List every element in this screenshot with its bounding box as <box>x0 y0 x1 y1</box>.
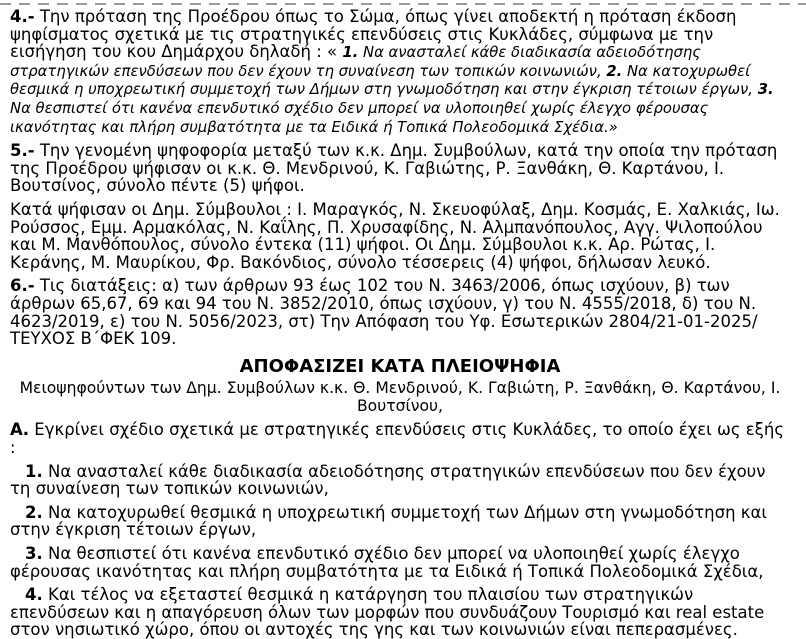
section-a-item-4 <box>10 586 790 639</box>
paragraph-5-number: 5.- <box>10 141 35 161</box>
section-a-item-4-text: Και τέλος να εξεταστεί θεσμικά η κατάργηση του πλαισίου των στρατηγικών επενδύσεων και η απαγόρευση όλων των μορφών που συνδυάζουν Τουρισμό και real estate στον νησιωτικό χώρο, όπου οι αντοχές της γης και των κοινωνιών είναι πεπερασμένες. <box>10 585 765 639</box>
section-a-item-1-number: 1. <box>25 461 43 481</box>
section-a-item-1 <box>10 463 790 498</box>
paragraph-5-text: Την γενομένη ψηφοφορία μεταξύ των κ.κ. Δημ. Συμβούλων, κατά την οποία την πρόταση της Προέδρου ψήφισαν οι κ.κ. Θ. Μενδρινού, Κ. Γαβιώτης, Ρ. Ξανθάκη, Θ. Καρτάνου, Ι. Βουτσίνος, σύνολο πέντε (5) ψήφοι. <box>10 141 778 196</box>
paragraph-4 <box>10 8 790 136</box>
page-break-dashed-line <box>0 3 806 5</box>
section-a-item-3 <box>10 545 790 580</box>
quote-item-1-text: Να ανασταλεί κάθε διαδικασία αδειοδότησης στρατηγικών επενδύσεων που δεν έχουν τη συναίνεση των τοπικών κοινωνιών, <box>10 44 701 80</box>
quote-item-2-number: 2. <box>606 62 623 80</box>
section-a-item-3-number: 3. <box>25 544 43 564</box>
paragraph-5 <box>10 142 790 195</box>
section-a-item-3-text: Να θεσπιστεί ότι κανένα επενδυτικό σχέδιο δεν μπορεί να υλοποιηθεί χωρίς έλεγχο φέρουσας ικανότητας και πλήρη συμβατότητα με τα Ειδικά ή Τοπικά Πολεοδομικά Σχέδια, <box>10 544 764 581</box>
section-a-item-2-number: 2. <box>25 502 43 522</box>
paragraph-6 <box>10 277 790 347</box>
section-a-item-2 <box>10 504 790 539</box>
section-a-intro <box>10 421 790 456</box>
paragraph-against-votes <box>10 201 790 271</box>
quote-item-3-text: Να θεσπιστεί ότι κανένα επενδυτικό σχέδιο δεν μπορεί να υλοποιηθεί χωρίς έλεγχο φέρουσας ικανότητας και πλήρη συμβατότητα με τα Ειδικά ή Τοπικά Πολεοδομικά Σχέδια.» <box>10 99 709 136</box>
section-a-item-2-text: Να κατοχυρωθεί θεσμικά η υποχρεωτική συμμετοχή των Δήμων στη γνωμοδότηση και στην έγκριση τέτοιων έργων, <box>10 502 767 540</box>
paragraph-4-lead-text: Την πρόταση της Προέδρου όπως το Σώμα, όπως γίνει αποδεκτή η πρόταση έκδοση ψηφίσματος σχετικά με τις στρατηγικές επενδύσεις στις Κυκλάδες, σύμφωνα με την εισήγηση του κου Δημάρχου δηλαδή : « <box>10 7 737 62</box>
decision-heading: ΑΠΟΦΑΣΙΖΕΙ ΚΑΤΑ ΠΛΕΙΟΨΗΦΙΑ <box>239 355 561 377</box>
paragraph-4-number: 4.- <box>10 7 35 26</box>
section-a-item-4-number: 4. <box>25 585 43 605</box>
quote-item-1-number: 1. <box>342 44 359 62</box>
quote-item-3-number: 3. <box>757 81 774 99</box>
section-a-intro-text: Εγκρίνει σχέδιο σχετικά με στρατηγικές επενδύσεις στις Κυκλάδες, το οποίο έχει ως εξής : <box>10 420 785 458</box>
paragraph-6-number: 6.- <box>10 276 35 296</box>
paragraph-against-votes-text: Κατά ψήφισαν οι Δημ. Σύμβουλοι : Ι. Μαραγκός, Ν. Σκευοφύλαξ, Δημ. Κοσμάς, Ε. Χαλκιάς, Ιω. Ρούσσος, Εμμ. Αρμακόλας, Ν. Καΐλης, Π. Χρυσαφίδης, Ν. Αλμπανόπουλος, Αγγ. Ψιλοπούλου και Μ. Μανθόπουλος, σύνολο έντεκα (11) ψήφοι. Οι Δημ. Σύμβουλοι κ.κ. Αρ. Ρώτας, Ι. Κεράνης, Μ. Μαυρίκου, Φρ. Βακόνδιος, σύνολο τέσσερεις (4) ψήφοι, δήλωσαν λευκό. <box>10 199 780 272</box>
section-a-number: Α. <box>10 420 30 440</box>
minority-note: Μειοψηφούντων των Δημ. Συμβούλων κ.κ. Θ. Μενδρινού, Κ. Γαβιώτη, Ρ. Ξανθάκη, Θ. Καρτάνου, Ι. Βουτσίνου, <box>19 379 781 415</box>
quote-item-2-text: Να κατοχυρωθεί θεσμικά η υποχρεωτική συμμετοχή των Δήμων στη γνωμοδότηση και στην έγκριση τέτοιων έργων, <box>10 62 758 99</box>
paragraph-6-text: Τις διατάξεις: α) των άρθρων 93 έως 102 του Ν. 3463/2006, όπως ισχύουν, β) των άρθρων 65,67, 69 και 94 του Ν. 3852/2010, όπως ισχύουν, γ) του Ν. 4555/2018, δ) του Ν. 4623/2019, ε) του Ν. 5056/2023, στ) Την Απόφαση του Υφ. Εσωτερικών 2804/21-01-2025/ΤΕΥΧΟΣ Β΄ΦΕΚ 109. <box>10 276 758 349</box>
section-a-item-1-text: Να ανασταλεί κάθε διαδικασία αδειοδότησης στρατηγικών επενδύσεων που δεν έχουν τη συναίνεση των τοπικών κοινωνιών, <box>10 461 766 499</box>
